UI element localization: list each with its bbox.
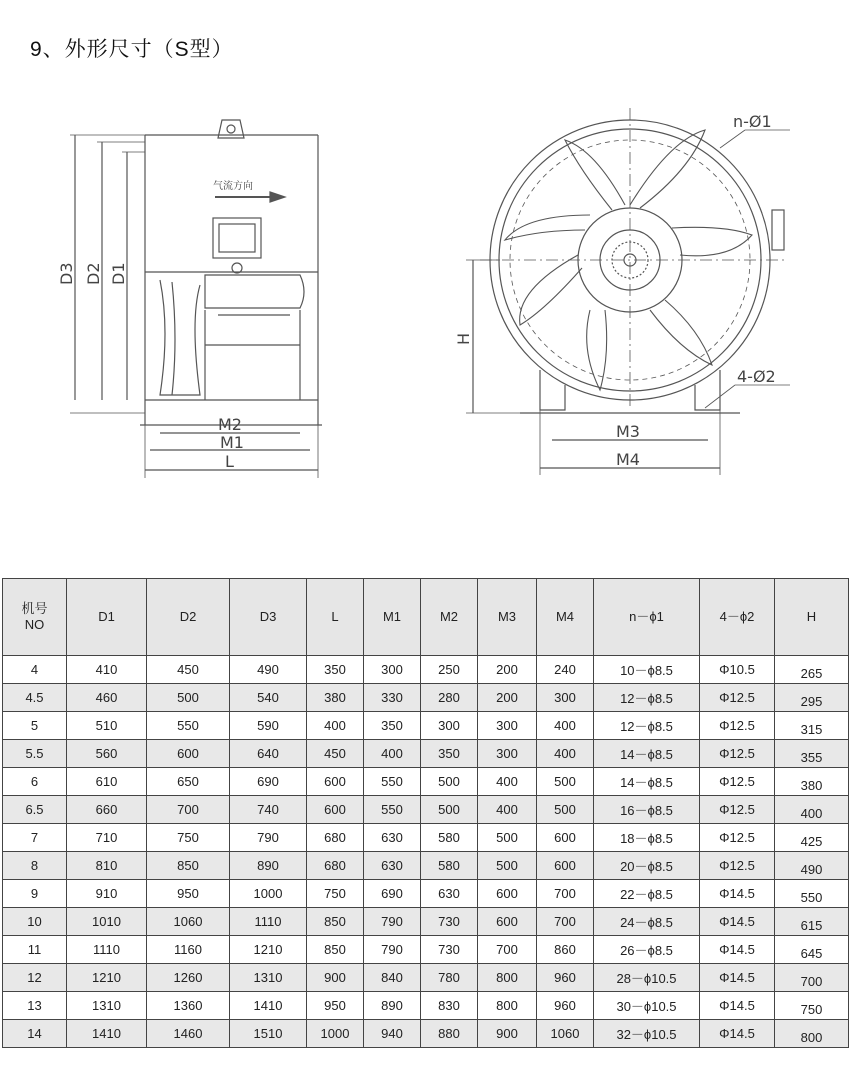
cell-m2: 880 [421, 1020, 478, 1048]
cell-m4: 500 [537, 796, 594, 824]
cell-d2: 950 [147, 880, 230, 908]
cell-d2: 1060 [147, 908, 230, 936]
cell-d2: 850 [147, 852, 230, 880]
cell-m4: 600 [537, 852, 594, 880]
cell-d1: 1010 [67, 908, 147, 936]
header-no-line1: 机号 [21, 601, 48, 616]
dim-label-d1: D1 [109, 262, 128, 285]
cell-l: 380 [307, 684, 364, 712]
dim-label-l: L [225, 452, 234, 471]
cell-m2: 350 [421, 740, 478, 768]
table-header-row [3, 579, 849, 656]
cell-d2: 1360 [147, 992, 230, 1020]
cell-4-phi2: Φ10.5 [700, 656, 775, 684]
cell-m1: 890 [364, 992, 421, 1020]
table-row [3, 1020, 849, 1048]
cell-m1: 550 [364, 796, 421, 824]
cell-m1: 550 [364, 768, 421, 796]
header-m4: M4 [537, 579, 594, 656]
cell-no: 10 [3, 908, 67, 936]
dim-label-m1: M1 [220, 433, 244, 452]
table-row [3, 796, 849, 824]
cell-m3: 300 [478, 712, 537, 740]
cell-m1: 330 [364, 684, 421, 712]
cell-h: 380 [775, 768, 849, 796]
cell-m1: 690 [364, 880, 421, 908]
cell-m1: 790 [364, 936, 421, 964]
cell-no: 5.5 [3, 740, 67, 768]
cell-no: 7 [3, 824, 67, 852]
cell-d3: 740 [230, 796, 307, 824]
cell-4-phi2: Φ14.5 [700, 908, 775, 936]
header-no-line2: NO [24, 617, 45, 632]
cell-4-phi2: Φ14.5 [700, 1020, 775, 1048]
cell-l: 600 [307, 768, 364, 796]
cell-m4: 860 [537, 936, 594, 964]
cell-d3: 1410 [230, 992, 307, 1020]
cell-h: 355 [775, 740, 849, 768]
cell-d3: 1510 [230, 1020, 307, 1048]
cell-n-phi1: 14－ϕ8.5 [594, 768, 700, 796]
cell-m3: 500 [478, 852, 537, 880]
table-row [3, 824, 849, 852]
header-m2: M2 [421, 579, 478, 656]
cell-h: 550 [775, 880, 849, 908]
cell-n-phi1: 30－ϕ10.5 [594, 992, 700, 1020]
cell-m4: 1060 [537, 1020, 594, 1048]
cell-l: 950 [307, 992, 364, 1020]
cell-l: 750 [307, 880, 364, 908]
cell-d1: 660 [67, 796, 147, 824]
cell-n-phi1: 12－ϕ8.5 [594, 712, 700, 740]
cell-m4: 600 [537, 824, 594, 852]
cell-d2: 1260 [147, 964, 230, 992]
cell-l: 850 [307, 908, 364, 936]
cell-n-phi1: 24－ϕ8.5 [594, 908, 700, 936]
cell-no: 6.5 [3, 796, 67, 824]
cell-m1: 350 [364, 712, 421, 740]
airflow-direction-label: 气流方向 [213, 181, 253, 192]
dim-label-d2: D2 [84, 262, 103, 285]
cell-no: 9 [3, 880, 67, 908]
cell-n-phi1: 12－ϕ8.5 [594, 684, 700, 712]
cell-l: 900 [307, 964, 364, 992]
cell-l: 1000 [307, 1020, 364, 1048]
dim-label-m3: M3 [616, 422, 640, 441]
header-4-phi2: 4－ϕ2 [700, 579, 775, 656]
cell-n-phi1: 16－ϕ8.5 [594, 796, 700, 824]
table-row [3, 684, 849, 712]
cell-d1: 410 [67, 656, 147, 684]
cell-no: 13 [3, 992, 67, 1020]
cell-h: 425 [775, 824, 849, 852]
cell-d2: 1160 [147, 936, 230, 964]
cell-m2: 250 [421, 656, 478, 684]
cell-no: 6 [3, 768, 67, 796]
header-d2: D2 [147, 579, 230, 656]
cell-no: 14 [3, 1020, 67, 1048]
cell-no: 12 [3, 964, 67, 992]
cell-l: 600 [307, 796, 364, 824]
table-row [3, 964, 849, 992]
header-d3: D3 [230, 579, 307, 656]
cell-m3: 200 [478, 684, 537, 712]
header-n-phi1: n－ϕ1 [594, 579, 700, 656]
cell-n-phi1: 22－ϕ8.5 [594, 880, 700, 908]
table-row [3, 880, 849, 908]
cell-m2: 830 [421, 992, 478, 1020]
cell-d3: 890 [230, 852, 307, 880]
cell-d1: 510 [67, 712, 147, 740]
cell-d3: 540 [230, 684, 307, 712]
cell-4-phi2: Φ14.5 [700, 992, 775, 1020]
cell-d3: 1110 [230, 908, 307, 936]
dim-label-m2: M2 [218, 415, 242, 434]
cell-h: 800 [775, 1020, 849, 1048]
cell-d3: 590 [230, 712, 307, 740]
cell-d3: 690 [230, 768, 307, 796]
cell-h: 645 [775, 936, 849, 964]
cell-h: 315 [775, 712, 849, 740]
cell-m2: 280 [421, 684, 478, 712]
cell-4-phi2: Φ12.5 [700, 824, 775, 852]
dimension-table [2, 578, 849, 1048]
cell-d3: 1000 [230, 880, 307, 908]
header-m3: M3 [478, 579, 537, 656]
cell-d2: 600 [147, 740, 230, 768]
front-view [466, 108, 790, 475]
cell-d1: 710 [67, 824, 147, 852]
cell-no: 4 [3, 656, 67, 684]
cell-n-phi1: 32－ϕ10.5 [594, 1020, 700, 1048]
cell-d1: 1110 [67, 936, 147, 964]
cell-l: 450 [307, 740, 364, 768]
cell-l: 850 [307, 936, 364, 964]
cell-m3: 900 [478, 1020, 537, 1048]
cell-4-phi2: Φ12.5 [700, 712, 775, 740]
cell-m3: 500 [478, 824, 537, 852]
cell-no: 8 [3, 852, 67, 880]
dim-label-4-phi2: 4-Ø2 [737, 367, 776, 386]
cell-d2: 1460 [147, 1020, 230, 1048]
cell-m3: 600 [478, 880, 537, 908]
cell-4-phi2: Φ12.5 [700, 740, 775, 768]
dim-label-n-phi1: n-Ø1 [733, 112, 772, 131]
cell-d3: 790 [230, 824, 307, 852]
cell-n-phi1: 18－ϕ8.5 [594, 824, 700, 852]
cell-d3: 1210 [230, 936, 307, 964]
cell-l: 680 [307, 824, 364, 852]
cell-m2: 300 [421, 712, 478, 740]
cell-m1: 630 [364, 852, 421, 880]
cell-h: 265 [775, 656, 849, 684]
dim-label-d3: D3 [57, 262, 76, 285]
cell-h: 700 [775, 964, 849, 992]
cell-h: 750 [775, 992, 849, 1020]
cell-m2: 630 [421, 880, 478, 908]
cell-4-phi2: Φ12.5 [700, 852, 775, 880]
dim-label-m4: M4 [616, 450, 640, 469]
cell-4-phi2: Φ12.5 [700, 796, 775, 824]
cell-d1: 1210 [67, 964, 147, 992]
cell-m1: 940 [364, 1020, 421, 1048]
cell-m3: 700 [478, 936, 537, 964]
page-title: 9、外形尺寸（S型） [30, 38, 234, 61]
cell-d1: 460 [67, 684, 147, 712]
cell-m2: 730 [421, 908, 478, 936]
table-row [3, 768, 849, 796]
cell-m2: 500 [421, 768, 478, 796]
cell-4-phi2: Φ12.5 [700, 684, 775, 712]
cell-m4: 960 [537, 964, 594, 992]
cell-h: 295 [775, 684, 849, 712]
cell-d3: 490 [230, 656, 307, 684]
cell-4-phi2: Φ14.5 [700, 880, 775, 908]
cell-d2: 700 [147, 796, 230, 824]
header-d1: D1 [67, 579, 147, 656]
cell-m4: 400 [537, 712, 594, 740]
cell-l: 680 [307, 852, 364, 880]
cell-m2: 500 [421, 796, 478, 824]
cell-m4: 700 [537, 908, 594, 936]
cell-m3: 400 [478, 796, 537, 824]
cell-4-phi2: Φ12.5 [700, 768, 775, 796]
cell-m3: 200 [478, 656, 537, 684]
cell-d2: 650 [147, 768, 230, 796]
technical-drawing [0, 95, 850, 495]
cell-d2: 750 [147, 824, 230, 852]
header-h: H [775, 579, 849, 656]
cell-m4: 400 [537, 740, 594, 768]
cell-l: 400 [307, 712, 364, 740]
cell-m2: 580 [421, 824, 478, 852]
table-row [3, 656, 849, 684]
cell-d1: 1310 [67, 992, 147, 1020]
cell-m2: 580 [421, 852, 478, 880]
cell-m3: 800 [478, 992, 537, 1020]
header-no [3, 579, 67, 656]
cell-no: 11 [3, 936, 67, 964]
dim-label-h: H [454, 332, 473, 345]
cell-d3: 640 [230, 740, 307, 768]
side-view [70, 120, 322, 478]
cell-m2: 780 [421, 964, 478, 992]
table-row [3, 992, 849, 1020]
cell-n-phi1: 20－ϕ8.5 [594, 852, 700, 880]
cell-m3: 600 [478, 908, 537, 936]
cell-m4: 500 [537, 768, 594, 796]
header-l: L [307, 579, 364, 656]
table-row [3, 908, 849, 936]
cell-d2: 500 [147, 684, 230, 712]
cell-d2: 550 [147, 712, 230, 740]
cell-4-phi2: Φ14.5 [700, 964, 775, 992]
table-row [3, 852, 849, 880]
cell-no: 4.5 [3, 684, 67, 712]
table-row [3, 936, 849, 964]
cell-d2: 450 [147, 656, 230, 684]
cell-n-phi1: 10－ϕ8.5 [594, 656, 700, 684]
cell-m1: 400 [364, 740, 421, 768]
cell-m1: 630 [364, 824, 421, 852]
header-m1: M1 [364, 579, 421, 656]
cell-4-phi2: Φ14.5 [700, 936, 775, 964]
cell-m4: 700 [537, 880, 594, 908]
cell-d1: 560 [67, 740, 147, 768]
cell-d1: 610 [67, 768, 147, 796]
cell-h: 400 [775, 796, 849, 824]
cell-d1: 810 [67, 852, 147, 880]
cell-d1: 910 [67, 880, 147, 908]
cell-n-phi1: 28－ϕ10.5 [594, 964, 700, 992]
cell-m3: 800 [478, 964, 537, 992]
table-row [3, 712, 849, 740]
cell-m4: 240 [537, 656, 594, 684]
cell-h: 490 [775, 852, 849, 880]
cell-h: 615 [775, 908, 849, 936]
cell-n-phi1: 14－ϕ8.5 [594, 740, 700, 768]
cell-m3: 300 [478, 740, 537, 768]
cell-m4: 960 [537, 992, 594, 1020]
cell-m1: 790 [364, 908, 421, 936]
cell-no: 5 [3, 712, 67, 740]
cell-n-phi1: 26－ϕ8.5 [594, 936, 700, 964]
cell-l: 350 [307, 656, 364, 684]
cell-d3: 1310 [230, 964, 307, 992]
cell-m1: 300 [364, 656, 421, 684]
cell-m2: 730 [421, 936, 478, 964]
cell-m1: 840 [364, 964, 421, 992]
cell-m3: 400 [478, 768, 537, 796]
table-row [3, 740, 849, 768]
cell-m4: 300 [537, 684, 594, 712]
cell-d1: 1410 [67, 1020, 147, 1048]
